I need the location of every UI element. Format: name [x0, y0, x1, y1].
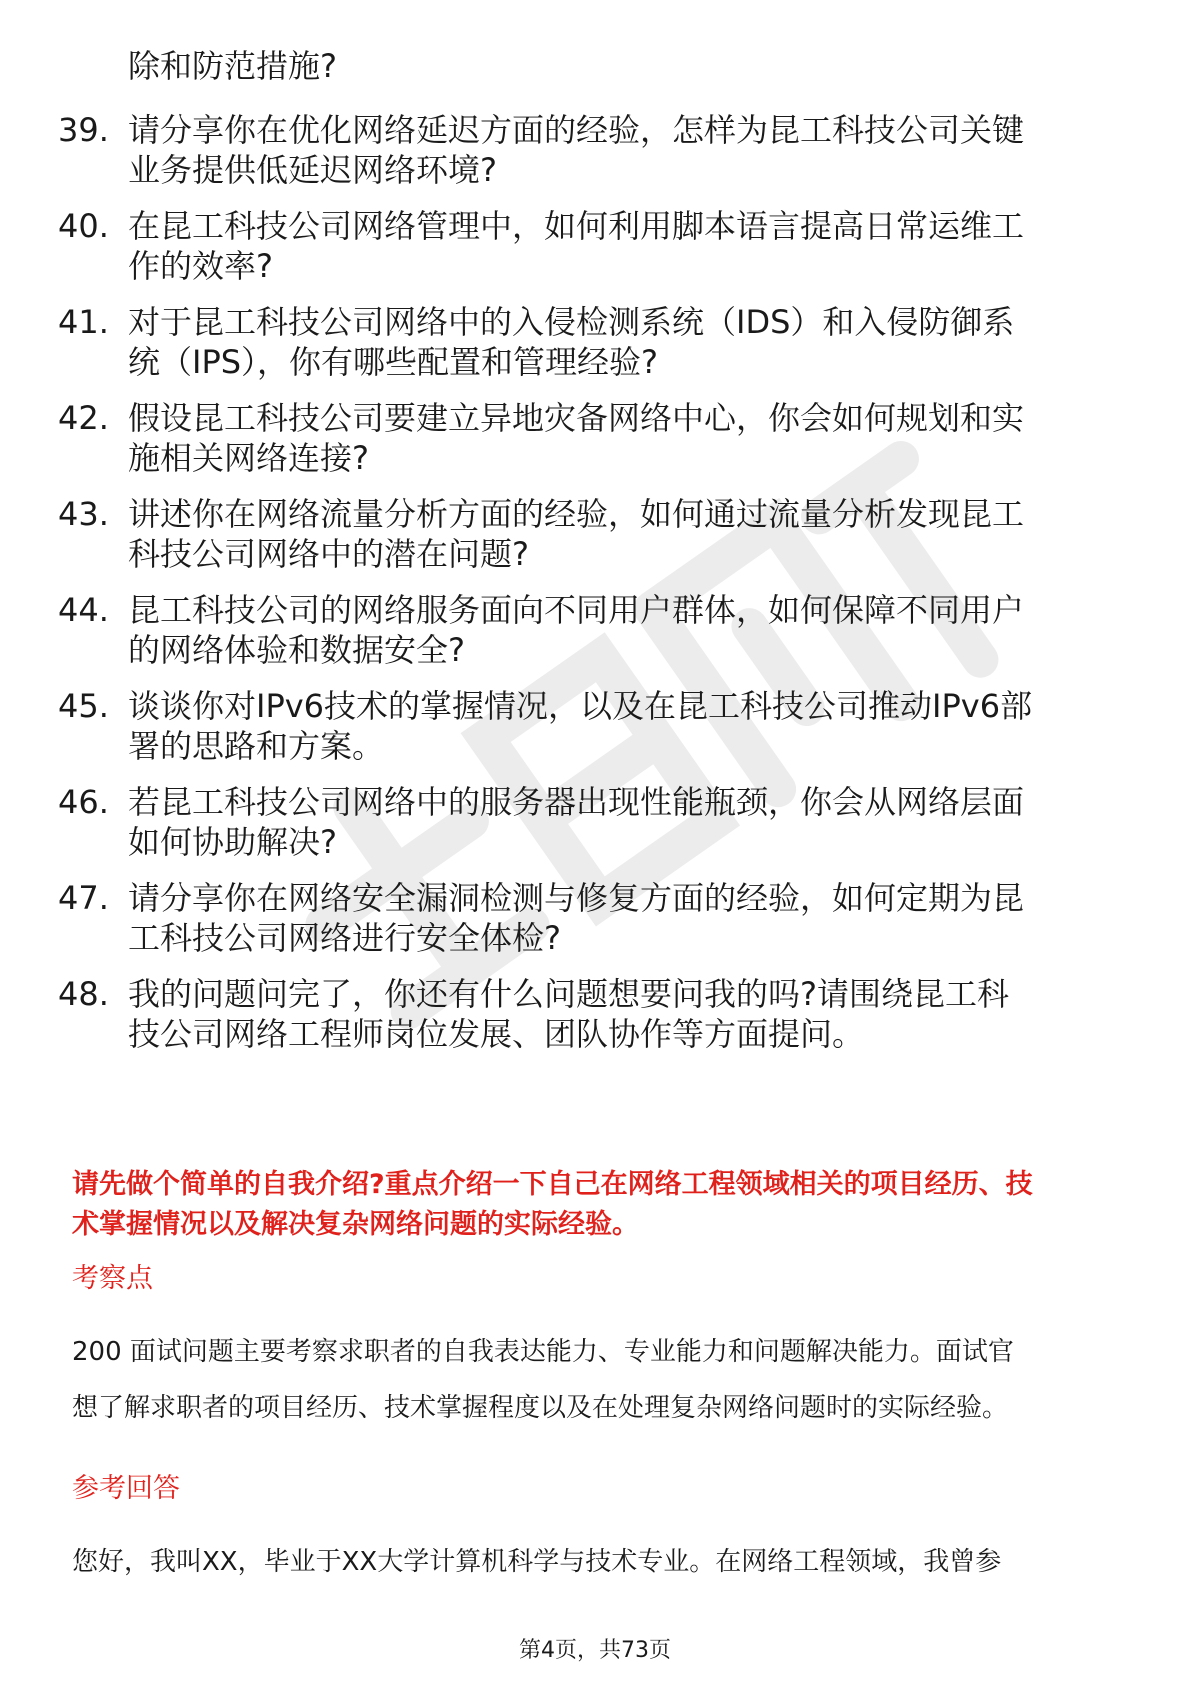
question-text: [128, 206, 1138, 286]
reference-line: 您好，我叫XX，毕业于XX大学计算机科学与技术专业。在网络工程领域，我曾参: [72, 1547, 1002, 1577]
question-line: 科技公司网络中的潜在问题?: [128, 535, 529, 573]
question-line: 施相关网络连接?: [128, 439, 369, 477]
assessment-line: 200 面试问题主要考察求职者的自我表达能力、专业能力和问题解决能力。面试官: [72, 1337, 1014, 1367]
continued-question-text: 除和防范措施?: [128, 47, 337, 85]
page-footer: 第4页，共73页: [519, 1638, 671, 1663]
question-line: 如何协助解决?: [128, 823, 337, 861]
highlight-question: [72, 1165, 1132, 1245]
question-line: 我的问题问完了，你还有什么问题想要问我的吗?请围绕昆工科: [128, 975, 1009, 1013]
question-number: 48.: [58, 975, 109, 1013]
assessment-line: 想了解求职者的项目经历、技术掌握程度以及在处理复杂网络问题时的实际经验。: [72, 1393, 1009, 1423]
question-number: 39.: [58, 111, 109, 149]
question-line: 若昆工科技公司网络中的服务器出现性能瓶颈，你会从网络层面: [128, 783, 1025, 821]
question-line: 工科技公司网络进行安全体检?: [128, 919, 561, 957]
question-text: [128, 398, 1138, 478]
question-line: 请分享你在优化网络延迟方面的经验，怎样为昆工科技公司关键: [128, 111, 1025, 149]
question-number: 46.: [58, 783, 109, 821]
question-line: 昆工科技公司的网络服务面向不同用户群体，如何保障不同用户: [128, 591, 1025, 629]
question-line: 统（IPS），你有哪些配置和管理经验?: [128, 343, 659, 381]
highlight-question-line: 请先做个简单的自我介绍?重点介绍一下自己在网络工程领域相关的项目经历、技: [72, 1169, 1033, 1200]
assessment-paragraph: [72, 1324, 1132, 1436]
question-line: 署的思路和方案。: [128, 727, 385, 765]
reference-paragraph: [72, 1534, 1132, 1590]
question-text: [128, 494, 1138, 574]
question-text: [128, 878, 1138, 958]
question-text: [128, 302, 1138, 382]
question-line: 谈谈你对IPv6技术的掌握情况，以及在昆工科技公司推动IPv6部: [128, 687, 1033, 725]
highlight-question-line: 术掌握情况以及解决复杂网络问题的实际经验。: [72, 1209, 639, 1240]
question-number: 41.: [58, 303, 109, 341]
question-number: 43.: [58, 495, 109, 533]
question-number: 45.: [58, 687, 109, 725]
question-line: 作的效率?: [128, 247, 273, 285]
question-text: [128, 782, 1138, 862]
question-number: 42.: [58, 399, 109, 437]
question-line: 对于昆工科技公司网络中的入侵检测系统（IDS）和入侵防御系: [128, 303, 1015, 341]
question-line: 业务提供低延迟网络环境?: [128, 151, 497, 189]
question-line: 的网络体验和数据安全?: [128, 631, 465, 669]
reference-label: 参考回答: [72, 1473, 180, 1504]
question-line: 技公司网络工程师岗位发展、团队协作等方面提问。: [128, 1015, 865, 1053]
question-number: 47.: [58, 879, 109, 917]
question-line: 讲述你在网络流量分析方面的经验，如何通过流量分析发现昆工: [128, 495, 1025, 533]
question-number: 44.: [58, 591, 109, 629]
assessment-label: 考察点: [72, 1263, 153, 1294]
question-line: 在昆工科技公司网络管理中，如何利用脚本语言提高日常运维工: [128, 207, 1025, 245]
question-text: [128, 974, 1138, 1054]
question-number: 40.: [58, 207, 109, 245]
question-line: 请分享你在网络安全漏洞检测与修复方面的经验，如何定期为昆: [128, 879, 1025, 917]
question-text: [128, 686, 1138, 766]
question-line: 假设昆工科技公司要建立异地灾备网络中心，你会如何规划和实: [128, 399, 1025, 437]
question-text: [128, 590, 1138, 670]
question-text: [128, 110, 1138, 190]
